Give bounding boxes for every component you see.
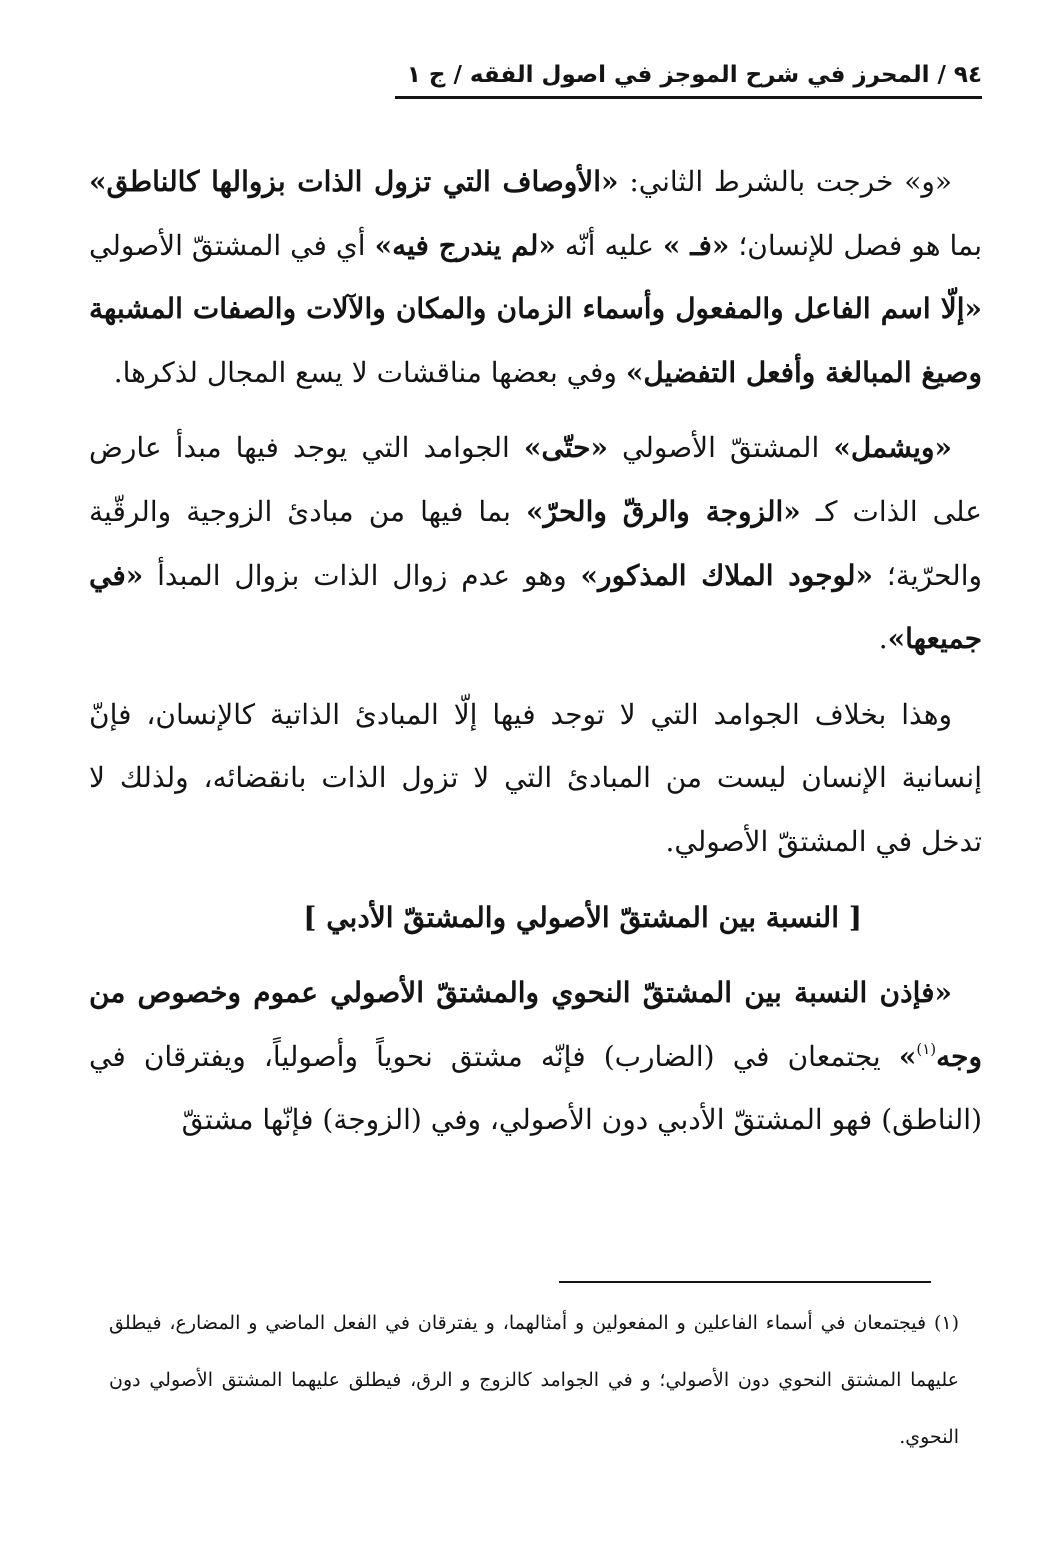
paragraph-4: [89, 961, 982, 1152]
p1-text-g: أي في المشتقّ الأصولي: [89, 228, 375, 262]
p1-quote-d: «فـ »: [662, 228, 730, 262]
section-heading: [ النسبة بين المشتقّ الأصولي والمشتقّ الأدبي ]: [303, 900, 862, 934]
p2-quote-a: «ويشمل»: [833, 431, 952, 465]
p3-text: وهذا بخلاف الجوامد التي لا توجد فيها إلّا المبادئ الذاتية كالإنسان، فإنّ إنسانية الإنسان ليست من المبادئ التي لا تزول الذات بانقضائه، ولذلك لا تدخل في المشتقّ الأصولي.: [89, 697, 982, 858]
p1-text-c: بما هو فصل للإنسان؛: [729, 228, 983, 262]
p1-quote-h: «إلّا اسم الفاعل والمفعول وأسماء الزمان والمكان والآلات والصفات المشبهة وصيغ المبالغة وأفعل التفضيل»: [89, 292, 982, 389]
footnote-rule: [559, 1281, 931, 1283]
p2-quote-c: «حتّى»: [523, 431, 608, 465]
p4-quote-a: «فإذن النسبة بين المشتقّ النحوي والمشتقّ الأصولي عموم وخصوص من وجه: [89, 976, 982, 1073]
p4-text-c: يجتمعان في (الضارب) فإنّه مشتق نحوياً وأصولياً، ويفترقان في (الناطق) فهو المشتقّ الأدبي دون الأصولي، وفي (الزوجة) فإنّها مشتقّ: [89, 1039, 982, 1137]
p1-text-e: عليه أنّه: [555, 228, 663, 262]
header-rule: [395, 96, 982, 99]
p2-text-j: .: [878, 622, 888, 656]
p2-text-f: بما فيها من مبادئ الزوجية والرقّية والحرّية؛: [89, 494, 982, 592]
main-text: [89, 150, 982, 1152]
paragraph-1: [89, 150, 982, 404]
p1-quote-b: «الأوصاف التي تزول الذات بزوالها كالناطق»: [89, 165, 619, 198]
p2-text-b: المشتقّ الأصولي: [607, 431, 834, 465]
footnote: (١) فيجتمعان في أسماء الفاعلين و المفعولين و أمثالهما، و يفترقان في الفعل الماضي و المضارع، فيطلق عليهما المشتق النحوي دون الأصولي؛ و في الجوامد كالزوج و الرق، فيطلق عليهما المشتق الأصولي دون النحوي.: [109, 1312, 959, 1448]
paragraph-2: [89, 416, 982, 670]
p2-quote-e: «الزوجة والرقّ والحرّ»: [526, 494, 801, 528]
paragraph-3: [89, 683, 982, 874]
p1-text-a: «و» خرجت بالشرط الثاني:: [618, 165, 952, 198]
p2-quote-g: «لوجود الملاك المذكور»: [580, 558, 874, 592]
p2-quote-i: «في جميعها»: [89, 558, 982, 656]
p1-text-i: وفي بعضها مناقشات لا يسع المجال لذكرها.: [113, 355, 626, 389]
p1-quote-f: «لم يندرج فيه»: [374, 228, 556, 262]
p2-text-h: وهو عدم زوال الذات بزوال المبدأ: [143, 558, 581, 592]
p4-quote-b: »: [898, 1039, 917, 1073]
running-head: ٩٤ / المحرز في شرح الموجز في اصول الفقه / ج ١: [406, 62, 982, 88]
footnote-marker: (١): [916, 1039, 937, 1058]
p2-text-d: الجوامد التي يوجد فيها مبدأ عارض على الذات كـ: [89, 431, 982, 528]
